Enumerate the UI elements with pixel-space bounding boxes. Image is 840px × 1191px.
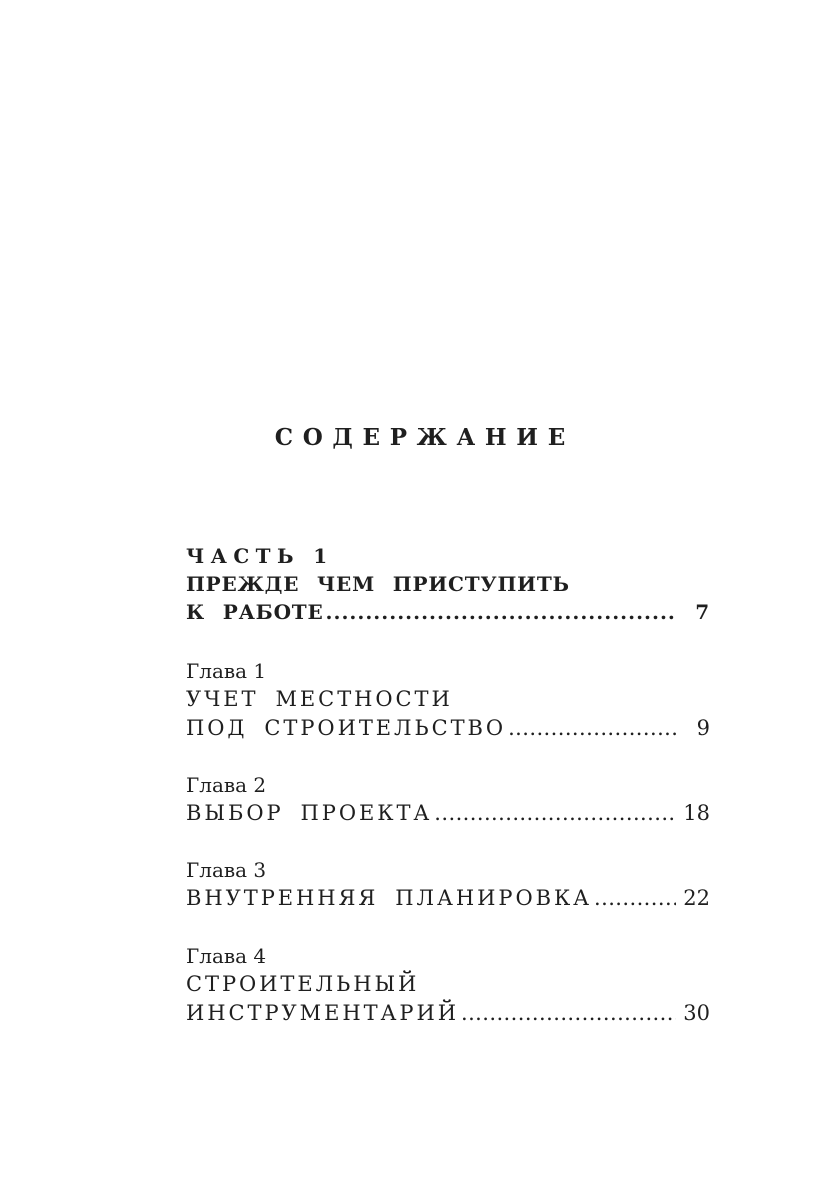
page-number: 18: [683, 801, 710, 825]
page-title: СОДЕРЖАНИЕ: [274, 424, 575, 451]
chapter-title-line-1: ВНУТРЕННЯЯ ПЛАНИРОВКА: [186, 886, 593, 910]
chapter-title-line-2: ПОД СТРОИТЕЛЬСТВО: [186, 716, 507, 740]
toc-chapter-1: [186, 657, 710, 743]
chapter-label: Глава 4: [186, 944, 267, 968]
dot-leader: [461, 999, 676, 1028]
chapter-title-line-1: УЧЕТ МЕСТНОСТИ: [186, 687, 453, 711]
page-number: 30: [683, 1001, 710, 1025]
part-label: ЧАСТЬ 1: [186, 544, 334, 568]
toc-entry-chapter-4[interactable]: [186, 999, 710, 1028]
chapter-label: Глава 3: [186, 858, 267, 882]
chapter-label: Глава 2: [186, 773, 267, 797]
page-number: 22: [683, 886, 710, 910]
chapter-label: Глава 1: [186, 659, 267, 683]
toc-chapter-4: [186, 942, 710, 1028]
toc-part-1: [186, 542, 710, 626]
toc-chapter-2: [186, 771, 710, 828]
dot-leader: [594, 884, 676, 913]
part-title-line-1: ПРЕЖДЕ ЧЕМ ПРИСТУПИТЬ: [186, 572, 570, 596]
toc-entry-chapter-1[interactable]: [186, 714, 710, 743]
toc-chapter-3: [186, 856, 710, 913]
chapter-title-line-1: ВЫБОР ПРОЕКТА: [186, 801, 433, 825]
page-number: 7: [695, 600, 710, 624]
chapter-title-line-1: СТРОИТЕЛЬНЫЙ: [186, 972, 420, 996]
chapter-title-line-2: ИНСТРУМЕНТАРИЙ: [186, 1001, 459, 1025]
toc-entry-chapter-2[interactable]: [186, 799, 710, 828]
toc-entry-part-1[interactable]: [186, 598, 710, 626]
toc-entry-chapter-3[interactable]: [186, 884, 710, 913]
page-number: 9: [696, 716, 710, 740]
dot-leader: [326, 598, 676, 626]
dot-leader: [508, 714, 676, 743]
dot-leader: [434, 799, 676, 828]
part-title-line-2: К РАБОТЕ: [186, 600, 324, 624]
